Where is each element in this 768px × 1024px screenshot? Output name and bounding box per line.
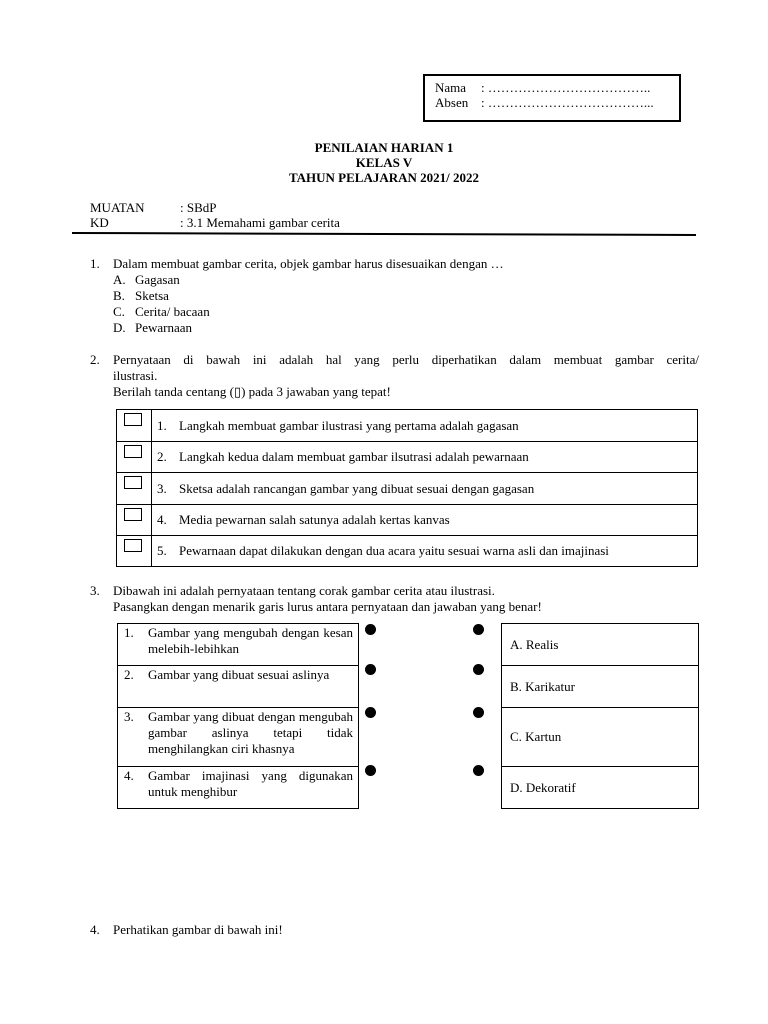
kd-value: : 3.1 Memahami gambar cerita: [180, 215, 340, 230]
answer-c-dot[interactable]: [473, 707, 484, 718]
q3-number: 3.: [90, 583, 100, 598]
checkbox-icon[interactable]: [124, 539, 142, 552]
q3-text-line2: Pasangkan dengan menarik garis lurus antara pernyataan dan jawaban yang benar!: [113, 599, 542, 614]
q2-check-cell-2[interactable]: [117, 442, 152, 473]
q2-check-cell-4[interactable]: [117, 505, 152, 536]
checkbox-icon[interactable]: [124, 476, 142, 489]
q2-number: 2.: [90, 352, 100, 367]
absen-label: Absen: [435, 95, 469, 110]
q3-answer-a: A. Realis: [502, 624, 698, 666]
table-row: [117, 442, 698, 473]
kd-label: KD: [90, 215, 109, 230]
q3-statement-2: 2. Gambar yang dibuat sesuai aslinya: [118, 666, 358, 708]
q1-text: Dalam membuat gambar cerita, objek gambar harus disesuaikan dengan …: [113, 256, 504, 271]
q3-statement-4: 4. Gambar imajinasi yang digunakan untuk menghibur: [124, 768, 353, 799]
checkbox-icon[interactable]: [124, 413, 142, 426]
checkbox-icon[interactable]: [124, 508, 142, 521]
answer-a-dot[interactable]: [473, 624, 484, 635]
name-field[interactable]: : ………………………………..: [481, 80, 651, 95]
table-row: [117, 410, 698, 442]
q4-text: Perhatikan gambar di bawah ini!: [113, 922, 283, 937]
table-row: [117, 505, 698, 536]
q1-option-a[interactable]: A. Gagasan: [113, 272, 180, 287]
statement-2-dot[interactable]: [365, 664, 376, 675]
q1-option-b[interactable]: B. Sketsa: [113, 288, 169, 303]
name-label: Nama: [435, 80, 467, 95]
name-row: [435, 80, 679, 95]
q2-check-cell-3[interactable]: [117, 473, 152, 505]
q2-checklist-table: [116, 409, 698, 567]
q3-statements-box: [117, 623, 359, 809]
q2-text-line1: Pernyataan di bawah ini adalah hal yang perlu diperhatikan dalam membuat gambar cerita/: [113, 352, 699, 367]
absen-field[interactable]: : ………………………………...: [481, 95, 654, 110]
table-row: [117, 473, 698, 505]
q3-answer-b: B. Karikatur: [502, 666, 698, 708]
muatan-row: [90, 200, 217, 216]
q2-item-2: 2. Langkah kedua dalam membuat gambar ilsutrasi adalah pewarnaan: [152, 442, 698, 473]
kd-row: [90, 215, 340, 231]
statement-1-dot[interactable]: [365, 624, 376, 635]
q2-text-line2: ilustrasi.: [113, 368, 158, 383]
q3-answer-d: D. Dekoratif: [510, 779, 576, 795]
q3-statement-3: 3. Gambar yang dibuat dengan mengubah gambar aslinya tetapi tidak menghilangkan ciri khasnya: [118, 708, 358, 767]
q3-answers-box: [501, 623, 699, 809]
absen-row: [435, 95, 679, 110]
muatan-label: MUATAN: [90, 200, 145, 215]
q3-text-line1: Dibawah ini adalah pernyataan tentang corak gambar cerita atau ilustrasi.: [113, 583, 495, 598]
q2-item-5: 5. Pewarnaan dapat dilakukan dengan dua acara yaitu sesuai warna asli dan imajinasi: [152, 536, 698, 567]
class-title: KELAS V: [355, 155, 413, 170]
q2-item-1: 1. Langkah membuat gambar ilustrasi yang pertama adalah gagasan: [152, 410, 698, 442]
q3-answer-c: C. Kartun: [502, 708, 698, 767]
muatan-value: : SBdP: [180, 200, 217, 215]
school-year-title: TAHUN PELAJARAN 2021/ 2022: [288, 170, 480, 185]
q4-number: 4.: [90, 922, 100, 937]
q1-option-d[interactable]: D. Pewarnaan: [113, 320, 193, 335]
q2-item-3: 3. Sketsa adalah rancangan gambar yang dibuat sesuai dengan gagasan: [152, 473, 698, 505]
answer-b-dot[interactable]: [473, 664, 484, 675]
exam-title: PENILAIAN HARIAN 1: [314, 140, 454, 155]
q1-number: 1.: [90, 256, 100, 271]
q2-item-4: 4. Media pewarnan salah satunya adalah kertas kanvas: [152, 505, 698, 536]
q2-check-cell-5[interactable]: [117, 536, 152, 567]
header-divider: [72, 232, 696, 236]
statement-3-dot[interactable]: [365, 707, 376, 718]
checkbox-icon[interactable]: [124, 445, 142, 458]
q2-instruction: Berilah tanda centang (▯) pada 3 jawaban yang tepat!: [113, 384, 391, 399]
q1-option-c[interactable]: C. Cerita/ bacaan: [113, 304, 210, 319]
answer-d-dot[interactable]: [473, 765, 484, 776]
statement-4-dot[interactable]: [365, 765, 376, 776]
student-identity-box: [423, 74, 681, 122]
q3-statement-1: 1. Gambar yang mengubah dengan kesan melebih-lebihkan: [118, 624, 358, 666]
table-row: [117, 536, 698, 567]
q2-check-cell-1[interactable]: [117, 410, 152, 442]
